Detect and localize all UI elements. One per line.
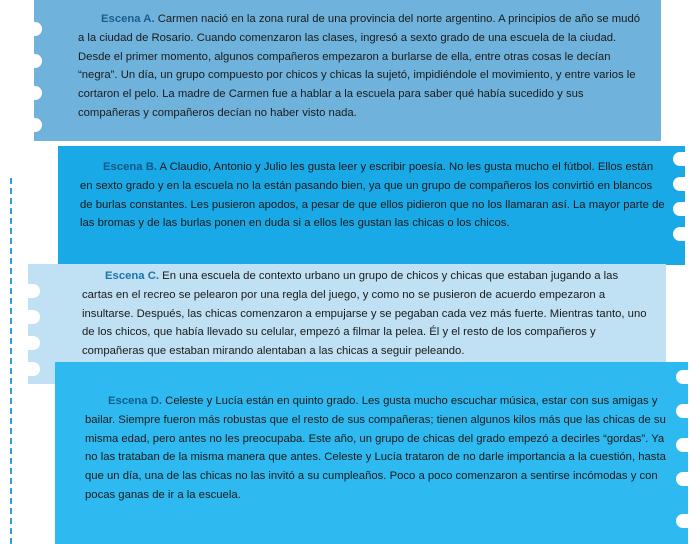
tab-cutout	[673, 177, 695, 191]
scene-b-paragraph	[80, 158, 667, 233]
scene-card-a	[34, 0, 661, 141]
binder-hole	[28, 86, 42, 100]
binder-hole	[28, 118, 42, 132]
tab-cutout	[676, 472, 698, 486]
tab-cutout	[676, 404, 698, 418]
scene-b-text: A Claudio, Antonio y Julio les gusta leer y escribir poesía. No les gusta mucho el fútbol. Ellos están en sexto grado y en la escuela no la están pasando bien, ya que un grupo de compañeros los convirtió en blancos de burlas constantes. Les pusieron apodos, a pesar de que ellos pidieron que no los llamaran así. La mayor parte de las bromas y de las burlas ponen en duda si a ellos les gustan las chicas o los chicos.	[80, 161, 665, 230]
tab-cutout	[18, 310, 40, 324]
tab-cutout	[676, 514, 698, 528]
scene-card-d	[55, 362, 688, 544]
scene-d-paragraph	[85, 392, 668, 505]
scene-a-paragraph	[78, 10, 647, 123]
tab-cutout	[676, 370, 698, 384]
scene-c-label: Escena C.	[105, 270, 160, 282]
tab-cutout	[18, 284, 40, 298]
tab-cutout	[673, 152, 695, 166]
binder-hole	[28, 54, 42, 68]
scene-d-label: Escena D.	[108, 395, 163, 407]
scene-c-paragraph	[82, 267, 652, 361]
scene-d-text: Celeste y Lucía están en quinto grado. Les gusta mucho escuchar música, estar con sus amigas y bailar. Siempre fueron más robustas que el resto de sus compañeras; tienen algunos kilos más que las chicas de su misma edad, pero antes no les preocupaba. Este año, un grupo de chicas del grado empezó a decirles “gordas”. Ya no las trataban de la misma manera que antes. Celeste y Lucía trataron de no darle importancia a la cuestión, hasta que un día, una de las chicas no las invitó a su cumpleaños. Poco a poco comenzaron a sentirse incómodas y con pocas ganas de ir a la escuela.	[85, 395, 666, 501]
scene-a-label: Escena A.	[101, 13, 155, 25]
tab-cutout	[673, 227, 695, 241]
tab-cutout	[18, 362, 40, 376]
scene-b-label: Escena B.	[103, 161, 158, 173]
scene-card-b	[58, 146, 685, 265]
scene-c-text: En una escuela de contexto urbano un grupo de chicos y chicas que estaban jugando a las cartas en el recreo se pelearon por una regla del juego, y como no se pusieron de acuerdo empezaron a insultarse. Después, las chicas comenzaron a empujarse y se pegaban cada vez más fuerte. Mientras tanto, uno de los chicos, que había llevado su celular, empezó a filmar la pelea. Él y el resto de los compañeros y compañeras que estaban mirando alentaban a las chicas a seguir peleando.	[82, 270, 647, 358]
dashed-guide-line	[10, 178, 12, 544]
scene-a-text: Carmen nació en la zona rural de una provincia del norte argentino. A principios de año se mudó a la ciudad de Rosario. Cuando comenzaron las clases, ingresó a sexto grado de una escuela de la ciudad. Desde el primer momento, algunos compañeros empezaron a burlarse de ella, entre otras cosas le decían “negra”. Un día, un grupo compuesto por chicos y chicas la sujetó, impidiéndole el movimiento, y entre varios le cortaron el pelo. La madre de Carmen fue a hablar a la escuela para saber qué había sucedido y sus compañeras y compañeros decían no haber visto nada.	[78, 13, 641, 119]
tab-cutout	[18, 336, 40, 350]
binder-hole	[28, 22, 42, 36]
tab-cutout	[673, 202, 695, 216]
tab-cutout	[676, 438, 698, 452]
